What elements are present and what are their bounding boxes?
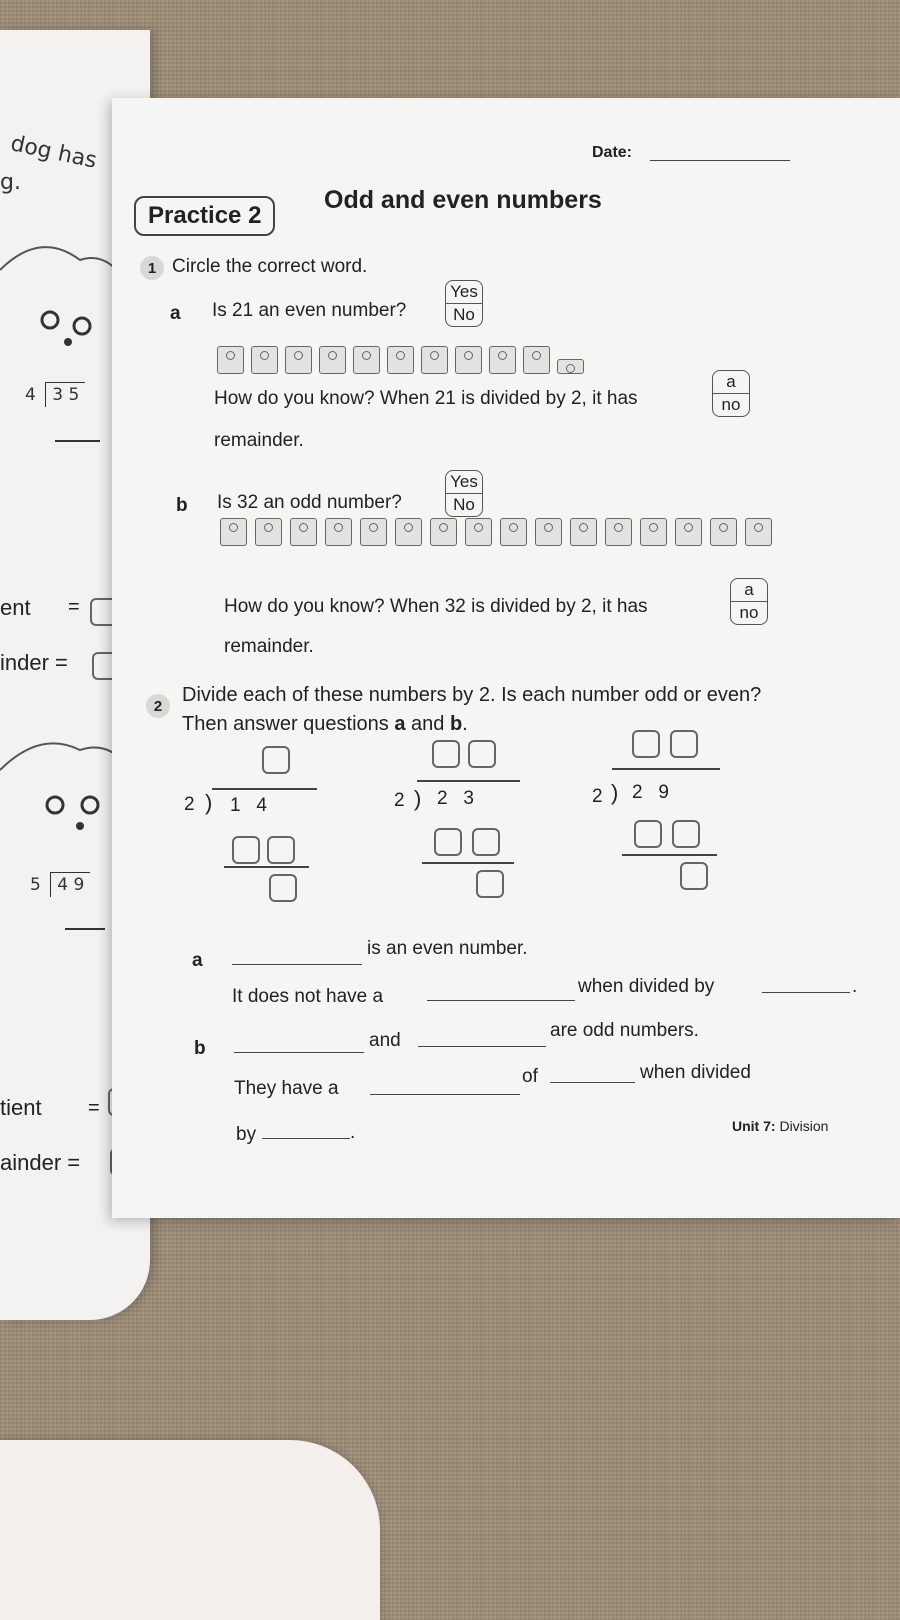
q2-line1: Divide each of these numbers by 2. Is each number odd or even? [182,684,762,706]
cube-stack [255,518,282,546]
division1-product-box[interactable] [232,836,260,864]
q2a-text2-mid: when divided by [578,976,715,997]
q2-line2-end: . [462,713,468,735]
cube-stack [217,346,244,374]
q2b-text2-pre: They have a [234,1078,339,1099]
left-top-text2: g. [0,170,21,195]
q1b-reason: How do you know? When 32 is divided by 2, it has [224,596,648,617]
q1b-no-option[interactable]: No [446,493,482,516]
cube-stack [465,518,492,546]
q2b-answer-line[interactable] [234,1052,364,1053]
q2b-text2-end: when divided [640,1062,751,1083]
cube-stack [353,346,380,374]
cube-stack [640,518,667,546]
cube-stack [570,518,597,546]
practice-badge: Practice 2 [134,196,275,236]
division2-quotient-box[interactable] [468,740,496,768]
q1a-a-no-choice[interactable] [712,370,750,417]
left-div1-line [55,440,100,442]
footer-unit-name: Division [779,1118,829,1134]
division3-bar [612,768,720,770]
q2b-answer-line[interactable] [370,1094,520,1095]
page-title: Odd and even numbers [324,186,602,214]
q2a-letter: a [192,950,203,971]
worksheet-page [112,98,900,1218]
q1b-yes-no-choice[interactable] [445,470,483,517]
q2a-text: is an even number. [367,938,528,959]
cube-stack [455,346,482,374]
cube-stack [251,346,278,374]
q2b-text2-of: of [522,1066,538,1087]
division2-subtract-line [422,862,514,864]
division3-remainder-box[interactable] [680,862,708,890]
q1-instruction: Circle the correct word. [172,256,368,277]
division2-bracket: ) [414,786,422,811]
q1b-a-no-choice[interactable] [730,578,768,625]
q2a-answer-line[interactable] [232,964,362,965]
division2-remainder-box[interactable] [476,870,504,898]
cloth-corner [0,1440,380,1620]
cube-stack [430,518,457,546]
q2b-text3: by [236,1124,257,1145]
q1a-reason: How do you know? When 21 is divided by 2, it has [214,388,638,409]
cube-stack [535,518,562,546]
left-label-remainder2: ainder = [0,1150,81,1175]
left-div1-dividend: 3 5 [45,382,85,407]
division1-subtract-line [224,866,309,868]
division3-quotient-box[interactable] [632,730,660,758]
division1-bracket: ) [205,790,213,815]
q2-line2-mid: and [405,713,450,735]
q2b-tail: are odd numbers. [550,1020,699,1041]
q2-line2-pre: Then answer questions [182,713,395,735]
left-label-remainder1: inder = [0,650,68,675]
cube-stack [710,518,737,546]
left-div1-divisor: 4 [25,385,36,405]
q1a-tail: remainder. [214,430,304,451]
division1-divisor: 2 [184,794,195,815]
division1-remainder-box[interactable] [269,874,297,902]
division2-quotient-box[interactable] [432,740,460,768]
division3-divisor: 2 [592,786,603,807]
cube-stack [489,346,516,374]
division3-bracket: ) [611,780,619,805]
cube-stack [523,346,550,374]
division3-product-box[interactable] [634,820,662,848]
footer-unit [732,1118,828,1134]
division3-quotient-box[interactable] [670,730,698,758]
cube-stack [285,346,312,374]
division2-product-box[interactable] [472,828,500,856]
q2b-answer-line[interactable] [418,1046,546,1047]
q2-line2-a: a [394,713,406,735]
division2-product-box[interactable] [434,828,462,856]
q1a-yes-no-choice[interactable] [445,280,483,327]
cube-stack [605,518,632,546]
cube-stack [745,518,772,546]
q2a-text2-pre: It does not have a [232,986,384,1007]
division2-bar [417,780,520,782]
q1a-no-option[interactable]: No [446,303,482,326]
single-cube [557,359,584,374]
cube-stack [500,518,527,546]
division3-product-box[interactable] [672,820,700,848]
left-div2-dividend: 4 9 [50,872,90,897]
division1-bar [212,788,317,790]
cube-row-32 [220,518,772,546]
division1-quotient-box[interactable] [262,746,290,774]
q1b-yes-option[interactable]: Yes [450,472,478,491]
left-div2-line [65,928,105,930]
left-div2 [30,875,90,895]
q1b-letter: b [176,495,188,516]
cube-stack [675,518,702,546]
cube-stack [387,346,414,374]
q2b-answer-line[interactable] [262,1138,350,1139]
cube-stack [421,346,448,374]
q2a-answer-line[interactable] [427,1000,575,1001]
cube-stack [360,518,387,546]
division2-dividend: 2 3 [437,788,474,809]
q1a-choice-no[interactable]: no [713,393,749,416]
q2a-answer-line[interactable] [762,992,850,993]
q2b-and: and [369,1030,401,1051]
cube-stack [220,518,247,546]
division1-product-box[interactable] [267,836,295,864]
left-eq1: = [68,596,80,618]
q1b-tail: remainder. [224,636,314,657]
left-label-quotient1: ent [0,595,31,620]
left-top-text: dog has [8,131,99,174]
division1-dividend: 1 4 [230,795,267,816]
q1b-choice-no[interactable]: no [731,601,767,624]
cube-stack [319,346,346,374]
question-number-1: 1 [140,256,164,280]
division2-divisor: 2 [394,790,405,811]
q2-line2-b: b [449,713,463,735]
date-label: Date: [592,144,633,161]
q1b-choice-a[interactable]: a [744,580,754,599]
left-label-quotient2: tient [0,1095,42,1120]
q2-line2 [182,713,468,736]
cube-stack [325,518,352,546]
left-div2-divisor: 5 [30,875,41,895]
q2b-text3-end: . [350,1122,356,1143]
q1a-choice-a[interactable]: a [726,372,736,391]
q1a-letter: a [170,303,181,324]
q1a-yes-option[interactable]: Yes [450,282,478,301]
left-div1 [25,385,85,405]
division3-dividend: 2 9 [632,782,669,803]
q2b-letter: b [194,1038,206,1059]
cube-stack [290,518,317,546]
cube-row-21 [217,346,584,374]
q1a-question: Is 21 an even number? [212,300,407,321]
cube-stack [395,518,422,546]
date-field[interactable] [650,160,790,161]
question-number-2: 2 [146,694,170,718]
left-eq2: = [88,1097,100,1119]
q1b-question: Is 32 an odd number? [217,492,402,513]
footer-unit-number: Unit 7: [732,1118,776,1134]
division3-subtract-line [622,854,717,856]
q2b-answer-line[interactable] [550,1082,635,1083]
q2a-text2-end: . [852,976,858,997]
